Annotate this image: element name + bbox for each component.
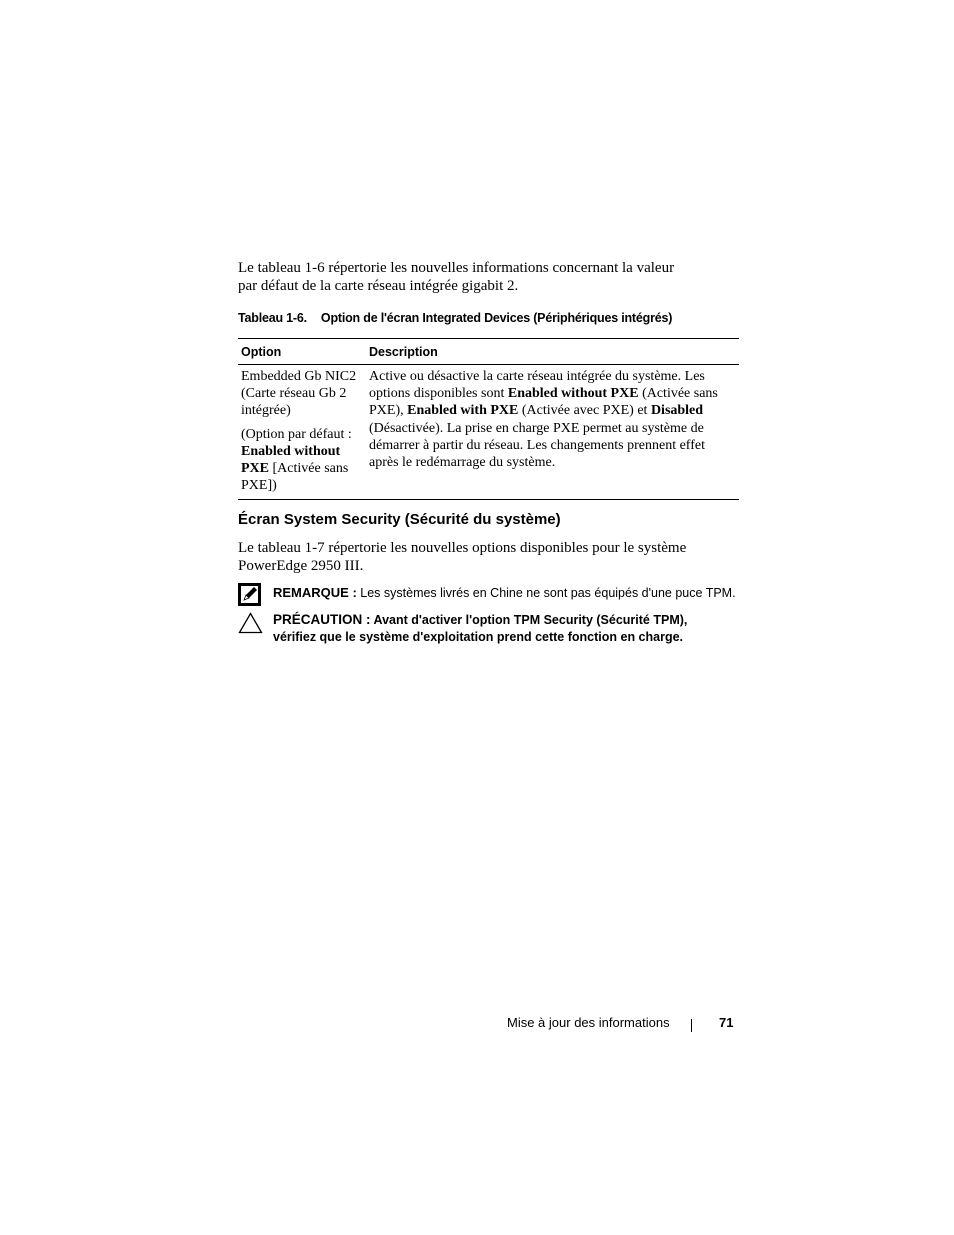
page-number: 71 (719, 1015, 734, 1030)
option-name: Embedded Gb NIC2 (Carte réseau Gb 2 intégrée) (241, 369, 357, 419)
section-heading: Écran System Security (Sécurité du système) (238, 511, 561, 528)
footer-separator (691, 1019, 692, 1032)
footer-section-name: Mise à jour des informations (507, 1015, 670, 1030)
table-header-row (238, 339, 739, 365)
table-caption-number: Tableau 1-6. (238, 311, 307, 325)
note-pencil-icon (238, 583, 261, 606)
desc-option-enabled-with-pxe: Enabled with PXE (407, 403, 519, 419)
table-row (238, 365, 739, 499)
caution-label: PRÉCAUTION : (273, 612, 371, 627)
default-suffix: [Activée sans PXE]) (241, 461, 349, 494)
note-label: REMARQUE : (273, 585, 357, 600)
caution-line-2: vérifiez que le système d'exploitation prend cette fonction en charge. (273, 630, 684, 644)
option-default (241, 426, 366, 495)
caution-line-1: Avant d'activer l'option TPM Security (Sécurité TPM), (373, 613, 688, 627)
default-value: Enabled without PXE (241, 443, 341, 477)
intro-line-2: par défaut de la carte réseau intégrée gigabit 2. (238, 278, 519, 294)
note-text (273, 585, 736, 600)
header-description: Description (369, 344, 438, 359)
desc-part-4: (Désactivée). La prise en charge PXE permet au système de démarrer à partir du réseau. Les changements prennent effet après le redémarrage du système. (369, 420, 705, 471)
description-cell (366, 368, 739, 494)
desc-part-3: (Activée avec PXE) et (521, 403, 648, 419)
note-body: Les systèmes livrés en Chine ne sont pas équipés d'une puce TPM. (360, 586, 736, 600)
table-caption-title: Option de l'écran Integrated Devices (Périphériques intégrés) (320, 311, 673, 325)
desc-option-enabled-without-pxe: Enabled without PXE (507, 386, 639, 402)
intro-line-1: Le tableau 1-6 répertorie les nouvelles informations concernant la valeur (238, 260, 675, 276)
desc-part-2: (Activée sans PXE), (369, 386, 718, 419)
options-table (238, 338, 739, 500)
desc-part-1: Active ou désactive la carte réseau intégrée du système. Les options disponibles sont (369, 369, 705, 402)
intro-paragraph (238, 259, 718, 295)
caution-text (273, 611, 743, 646)
desc-option-disabled: Disabled (650, 403, 704, 419)
option-cell (238, 368, 366, 494)
table-caption (238, 311, 672, 325)
header-option: Option (241, 344, 282, 359)
section-paragraph: Le tableau 1-7 répertorie les nouvelles options disponibles pour le système PowerEdge 2950 III. (238, 540, 687, 574)
default-prefix: (Option par défaut : (241, 426, 352, 442)
caution-triangle-icon (238, 612, 263, 634)
